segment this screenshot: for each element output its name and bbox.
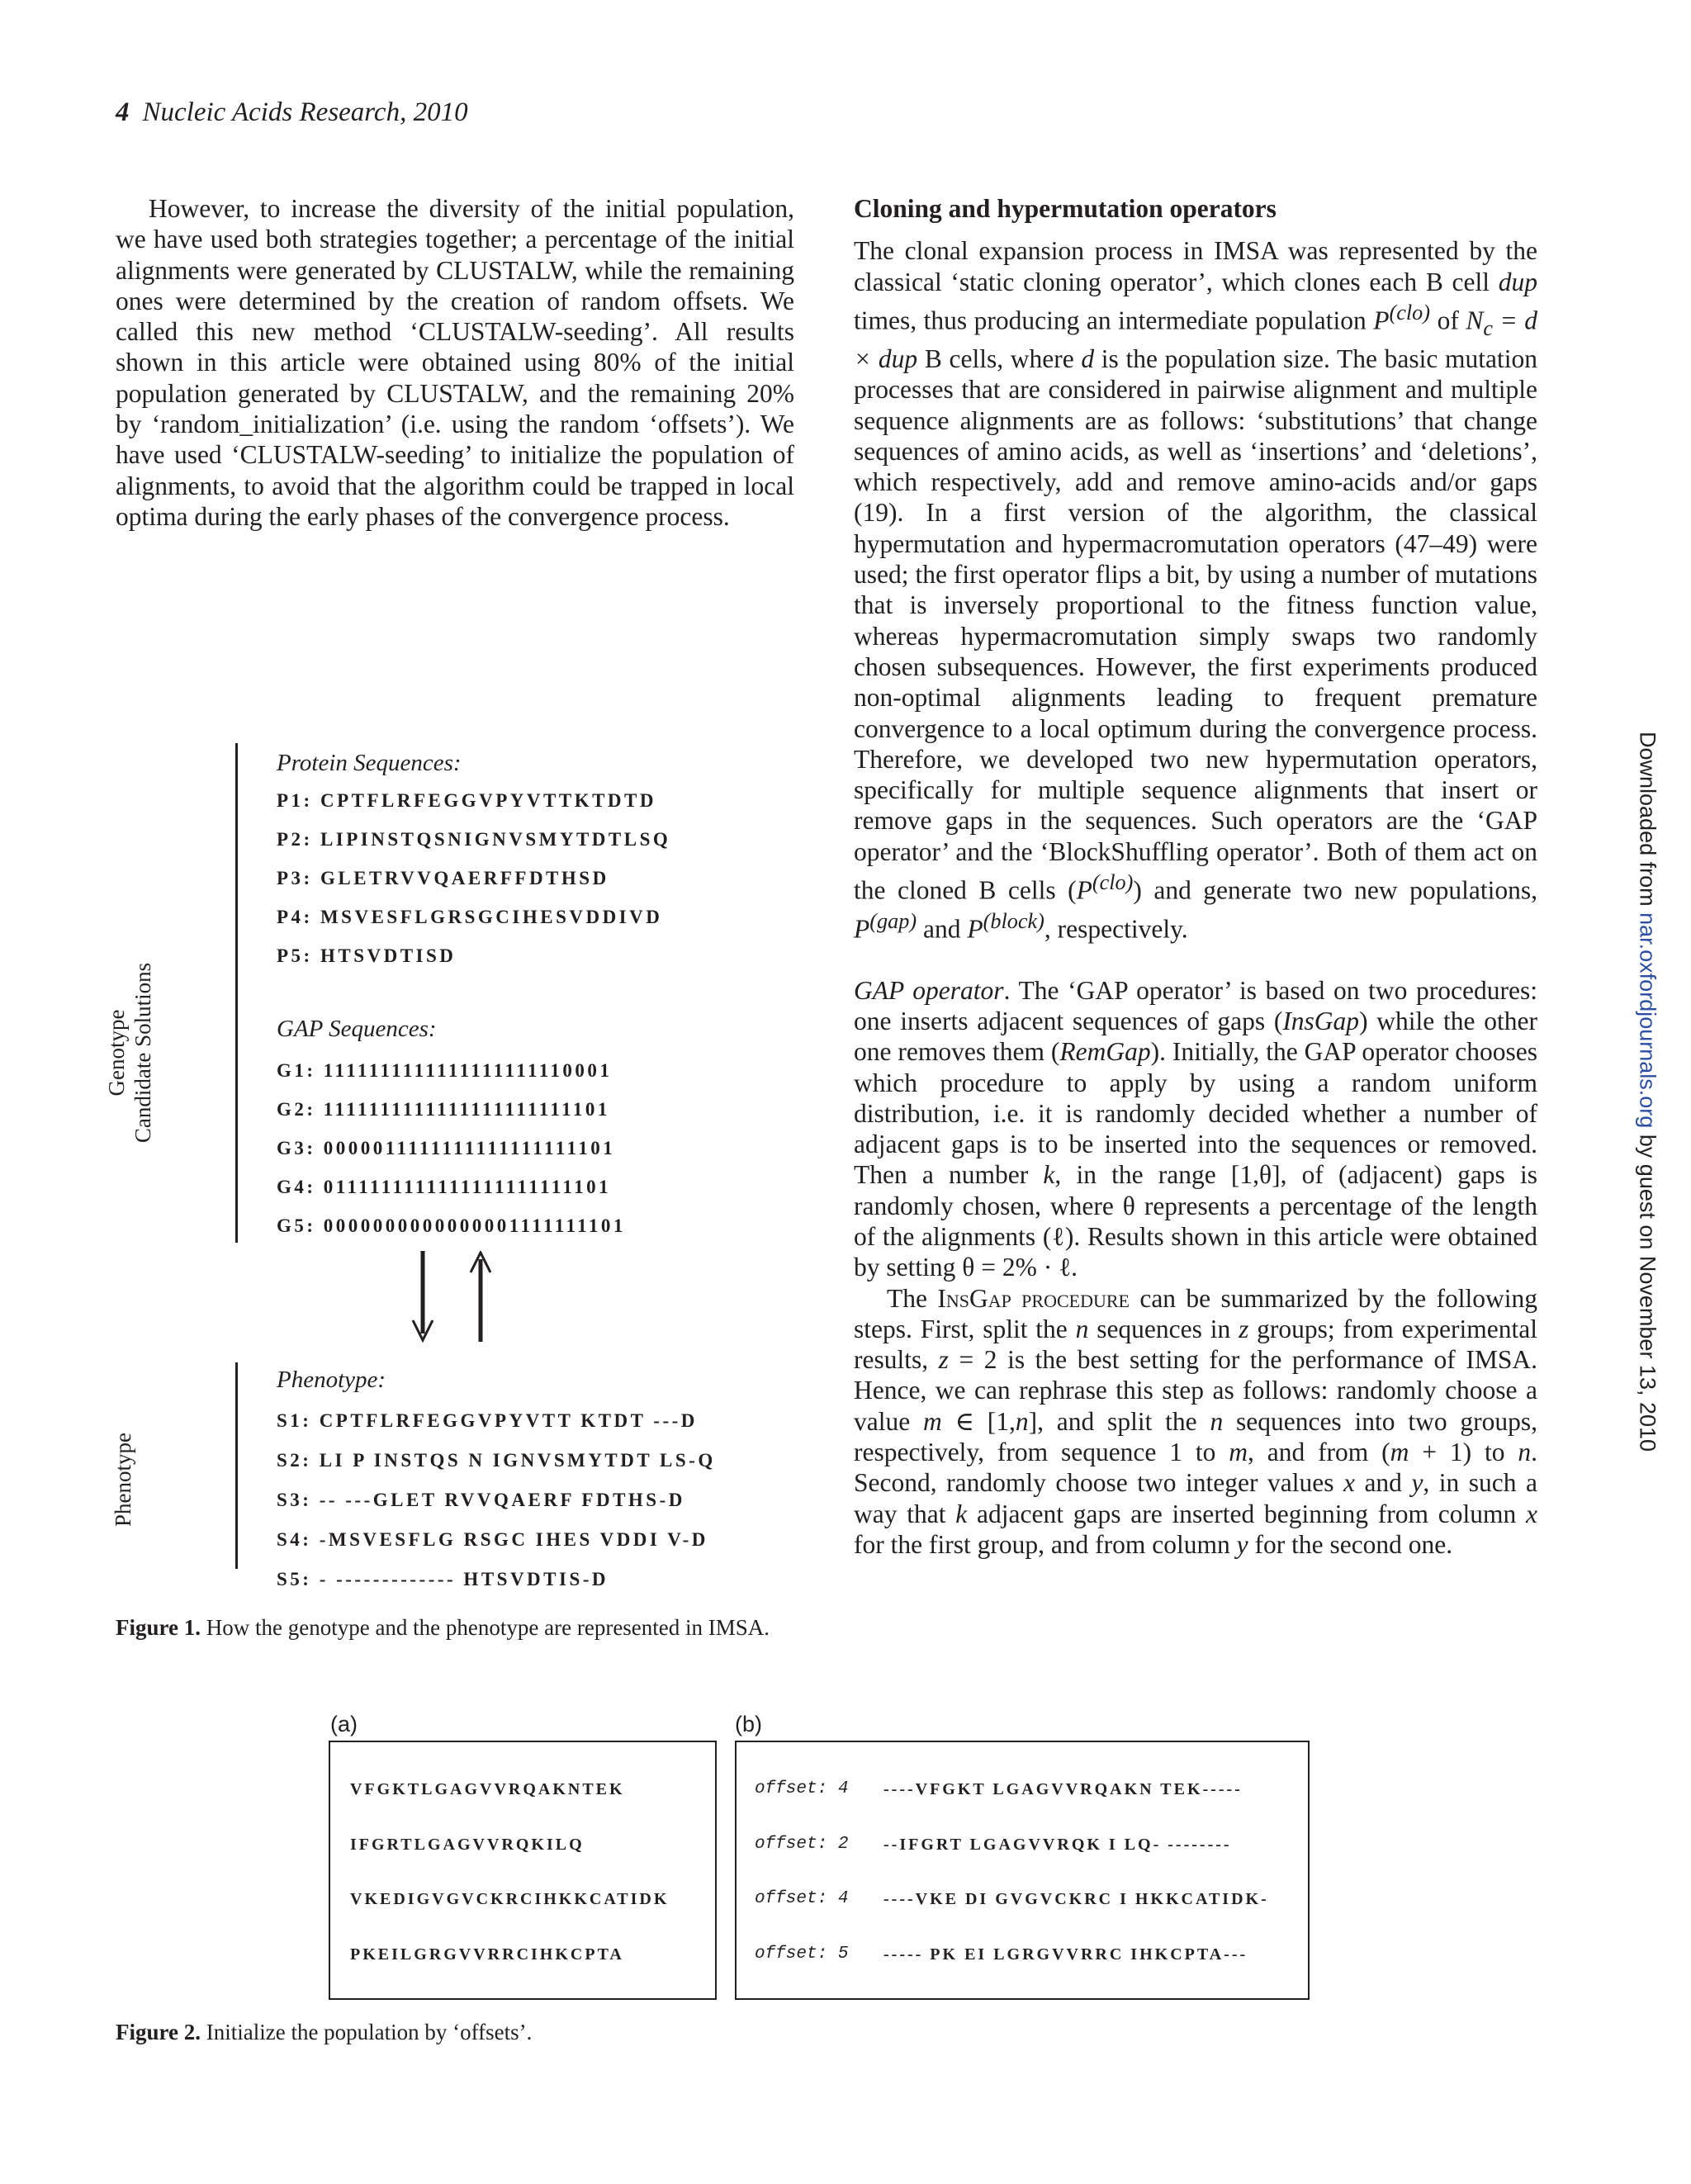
down-arrow-icon [413, 1251, 433, 1340]
paragraph-insgap: The InsGap procedure can be summarized by the following steps. First, split the n sequences in z groups; from experimental results, z = 2 is the best setting for the performance of IMSA. Hence, we can rephrase this step as follows: randomly choose a value m ∈ [1,n], and split the n sequences into two groups, respectively, from sequence 1 to m, and from (m + 1) to n. Second, randomly choose two integer values x and y, in such a way that k adjacent gaps are inserted beginning from column x for the first group, and from column y for the second one. [854, 1283, 1538, 1559]
gap-row: G1: 1111111111111111111110001 [277, 1060, 613, 1081]
phenotype-side-label: Phenotype [111, 1433, 135, 1527]
figure-1 [104, 743, 801, 1589]
gap-row: G5: 0000000000000001111111101 [277, 1215, 626, 1236]
right-column [854, 193, 1537, 1560]
gap-row: G3: 0000011111111111111111101 [277, 1138, 616, 1158]
figure-2-caption: Figure 2. Initialize the population by ‘offsets’. [116, 2020, 533, 2044]
up-arrow-icon [471, 1253, 490, 1342]
phenotype-row: S2: LI P INSTQS N IGNVSMYTDT LS-Q [277, 1450, 716, 1471]
seq-a-row: PKEILGRGVVRRCIHKCPTA [350, 1945, 624, 1964]
protein-sequences-heading: Protein Sequences: [277, 750, 462, 776]
download-prefix: Downloaded from [1635, 732, 1660, 913]
seq-a-row: VKEDIGVGVCKRCIHKKCATIDK [350, 1890, 670, 1908]
gap-row: G2: 1111111111111111111111101 [277, 1099, 610, 1120]
protein-row: P1: CPTFLRFEGGVPYVTTKTDTD [277, 790, 656, 811]
phenotype-row: S4: -MSVESFLG RSGC IHES VDDI V-D [277, 1529, 708, 1550]
genotype-phenotype-arrows [396, 1251, 512, 1346]
protein-row: P4: MSVESFLGRSGCIHESVDDIVD [277, 907, 663, 927]
figure-1-caption: Figure 1. How the genotype and the phenotype are represented in IMSA. [116, 1615, 770, 1640]
gap-row: G4: 0111111111111111111111101 [277, 1177, 612, 1197]
left-column [116, 193, 794, 532]
seq-b-row: ----- PK EI LGRGVVRRC IHKCPTA--- [883, 1945, 1248, 1964]
protein-row: P2: LIPINSTQSNIGNVSMYTDTLSQ [277, 829, 671, 850]
seq-b-row: --IFGRT LGAGVVRQK I LQ- -------- [883, 1836, 1232, 1854]
panel-a [329, 1741, 717, 2000]
left-paragraph: However, to increase the diversity of the initial population, we have used both strategies together; a percentage of the initial alignments were generated by CLUSTALW, while the remaining ones were determined by the creation of random offsets. We called this new method ‘CLUSTALW-seeding’. All results shown in this article were obtained using 80% of the initial population generated by CLUSTALW, and the remaining 20% by ‘random_initialization’ (i.e. using the random ‘offsets’). We have used ‘CLUSTALW-seeding’ to initialize the population of alignments, to avoid that the algorithm could be trapped in local optima during the early phases of the convergence process. [116, 194, 794, 531]
section-heading: Cloning and hypermutation operators [854, 194, 1277, 223]
offset-label: offset: 4 [755, 1779, 849, 1798]
panel-b-label: (b) [735, 1712, 762, 1736]
offset-label: offset: 5 [755, 1945, 849, 1964]
phenotype-row: S3: -- ---GLET RVVQAERF FDTHS-D [277, 1490, 685, 1510]
page-number: 4 [116, 97, 130, 127]
seq-a-row: VFGKTLGAGVVRQAKNTEK [350, 1780, 625, 1798]
genotype-bracket-line [235, 743, 238, 1243]
phenotype-bracket-line [235, 1362, 238, 1569]
download-suffix: by guest on November 13, 2010 [1635, 1128, 1660, 1452]
panel-b [735, 1741, 1310, 2000]
seq-a-row: IFGRTLGAGVVRQKILQ [350, 1836, 585, 1854]
running-head [116, 97, 468, 128]
gap-sequences-heading: GAP Sequences: [277, 1016, 437, 1042]
genotype-side-label: Genotype Candidate Solutions [104, 962, 155, 1144]
offset-label: offset: 2 [755, 1835, 849, 1854]
paragraph-cloning: The clonal expansion process in IMSA was represented by the classical ‘static cloning operator’, which clones each B cell dup times, thus producing an intermediate population $P^{(clo)}$ of $N_c = d$ × dup B cells, where d is the population size. The basic mutation processes that are considered in pairwise alignment and multiple sequence alignments are as follows: ‘substitutions’ that change sequences of amino acids, as well as ‘insertions’ and ‘deletions’, which respectively, add and remove amino-acids and/or gaps (19). In a first version of the algorithm, the classical hypermutation and hypermacromutation operators (47–49) were used; the first operator flips a bit, by using a number of mutations that is inversely proportional to the fitness function value, whereas hypermacromutation simply swaps two randomly chosen subsequences. However, the first experiments produced non-optimal alignments leading to frequent premature convergence to a local optimum during the convergence process. Therefore, we developed two new hypermutation operators, specifically for multiple sequence alignments that insert or remove gaps in the sequences. Such operators are the ‘GAP operator’ and the ‘BlockShuffling operator’. Both of them act on the cloned B cells $(P^{(clo)})$ and generate two new populations, $P^{(gap)}$ and $P^{(block)}$, respectively. [854, 236, 1537, 944]
panel-a-label: (a) [330, 1712, 358, 1736]
phenotype-row: S1: CPTFLRFEGGVPYVTT KTDT ---D [277, 1410, 698, 1431]
offset-label: offset: 4 [755, 1889, 849, 1908]
protein-row: P5: HTSVDTISD [277, 945, 457, 966]
journal-title: Nucleic Acids Research, 2010 [142, 97, 468, 127]
journal-site-link[interactable]: nar.oxfordjournals.org [1635, 912, 1660, 1129]
seq-b-row: ----VFGKT LGAGVVRQAKN TEK----- [883, 1780, 1243, 1798]
download-watermark [1622, 732, 1672, 1475]
protein-row: P3: GLETRVVQAERFFDTHSD [277, 868, 609, 888]
phenotype-heading: Phenotype: [277, 1367, 386, 1393]
phenotype-row: S5: - ------------- HTSVDTIS-D [277, 1569, 609, 1589]
paragraph-gap-operator: GAP operator. The ‘GAP operator’ is based on two procedures: one inserts adjacent sequences of gaps (InsGap) while the other one removes them (RemGap). Initially, the GAP operator chooses which procedure to apply by using a random uniform distribution, i.e. it is randomly decided whether a number of adjacent gaps is to be inserted into the sequences or removed. Then a number k, in the range [1,θ], of (adjacent) gaps is randomly chosen, where θ represents a percentage of the length of the alignments (ℓ). Results shown in this article were obtained by setting θ = 2% · ℓ. [854, 975, 1537, 1282]
seq-b-row: ----VKE DI GVGVCKRC I HKKCATIDK- [883, 1890, 1269, 1908]
